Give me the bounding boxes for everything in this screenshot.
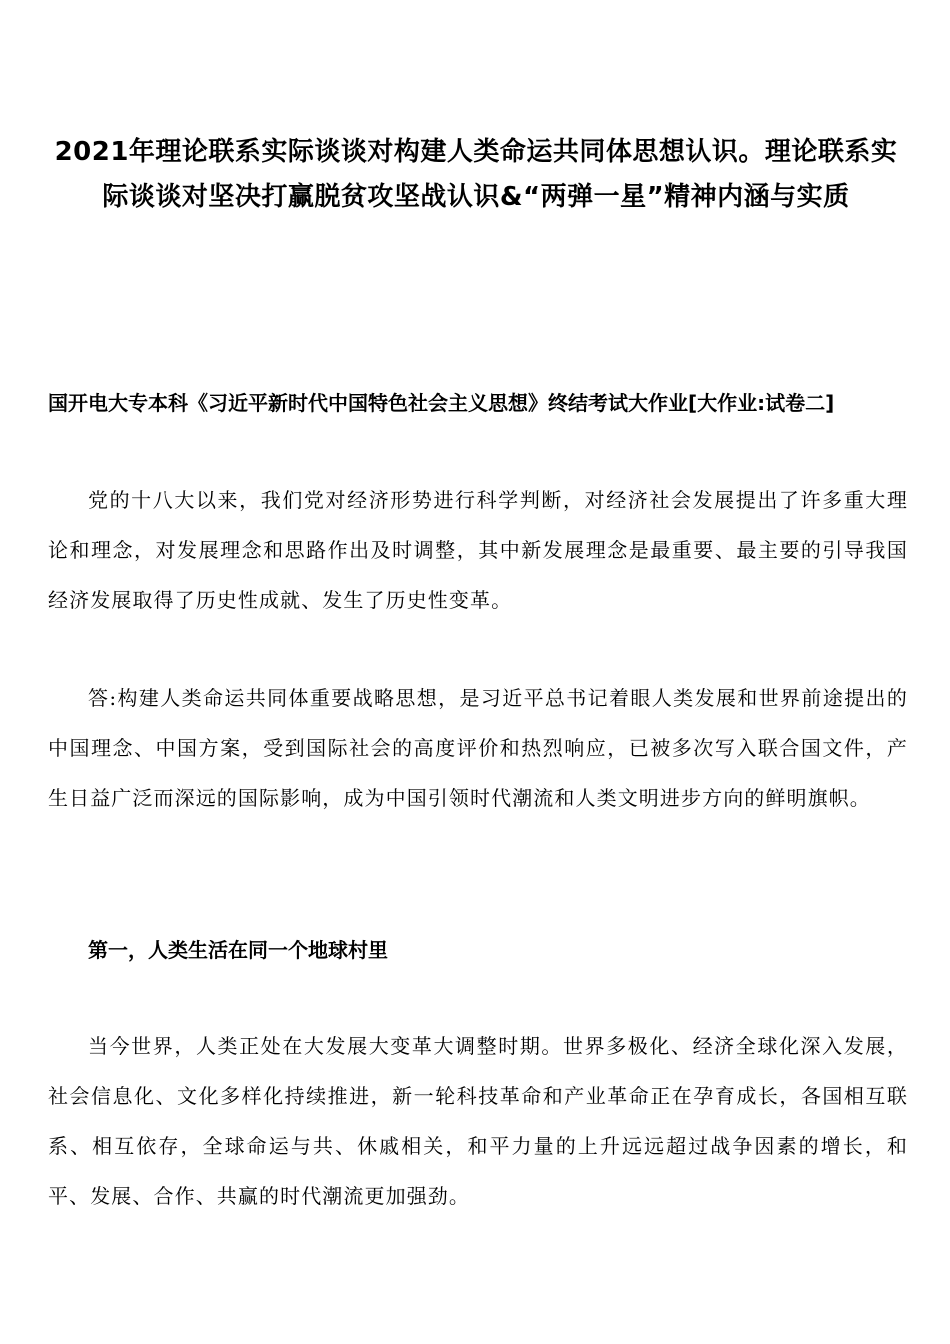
- paragraph-section-body: 当今世界，人类正处在大发展大变革大调整时期。世界多极化、经济全球化深入发展，社会信息化、文化多样化持续推进，新一轮科技革命和产业革命正在孕育成长，各国相互联系、相互依存，全球命运与共、休戚相关，和平力量的上升远远超过战争因素的增长，和平、发展、合作、共赢的时代潮流更加强劲。: [48, 1034, 908, 1208]
- section-heading: 第一，人类生活在同一个地球村里: [88, 938, 388, 962]
- document-subtitle: 国开电大专本科《习近平新时代中国特色社会主义思想》终结考试大作业[大作业:试卷二]: [48, 391, 835, 415]
- paragraph-answer: 答:构建人类命运共同体重要战略思想，是习近平总书记着眼人类发展和世界前途提出的中国理念、中国方案，受到国际社会的高度评价和热烈响应，已被多次写入联合国文件，产生日益广泛而深远的国际影响，成为中国引领时代潮流和人类文明进步方向的鲜明旗帜。: [48, 686, 908, 810]
- paragraph-intro: 党的十八大以来，我们党对经济形势进行科学判断，对经济社会发展提出了许多重大理论和理念，对发展理念和思路作出及时调整，其中新发展理念是最重要、最主要的引导我国经济发展取得了历史性成就、发生了历史性变革。: [48, 488, 908, 612]
- document-title: 2021年理论联系实际谈谈对构建人类命运共同体思想认识。理论联系实际谈谈对坚决打赢脱贫攻坚战认识&“两弹一星”精神内涵与实质: [54, 137, 898, 212]
